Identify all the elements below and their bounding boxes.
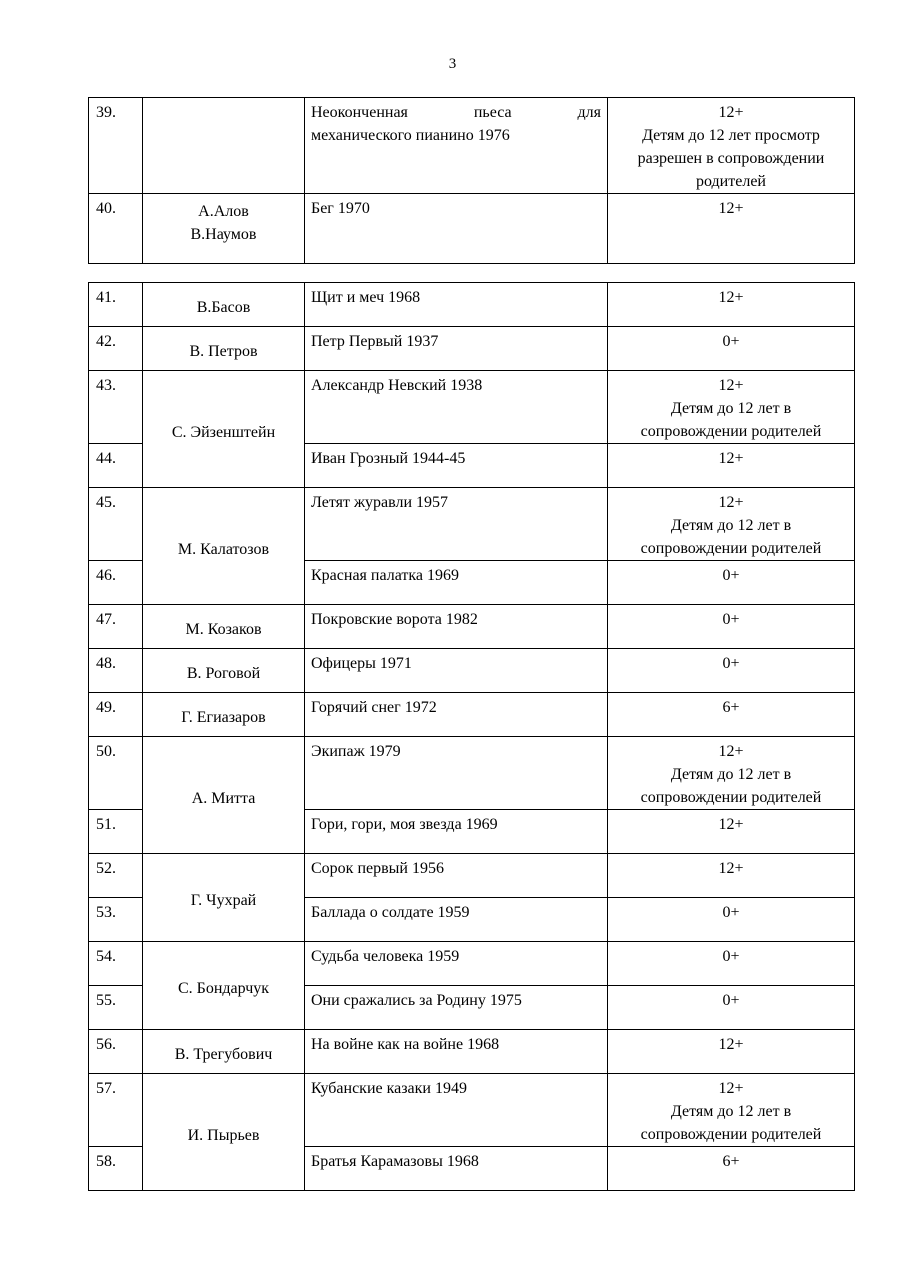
- films-table-continued: [88, 97, 855, 264]
- text-line: М. Калатозов: [177, 540, 270, 558]
- director-cell: [143, 98, 305, 194]
- director-cell: [143, 194, 305, 264]
- film-title: Щит и меч 1968: [305, 283, 608, 327]
- text-line: разрешен в сопровождении: [637, 150, 825, 167]
- director-cell: [143, 693, 305, 737]
- director-cell: [143, 488, 305, 605]
- text-line: Детям до 12 лет в: [670, 517, 792, 534]
- films-table: [88, 282, 855, 1191]
- film-title: [305, 98, 608, 194]
- row-number: 58.: [89, 1147, 143, 1191]
- film-title: Красная палатка 1969: [305, 561, 608, 605]
- text-line: механического пианино 1976: [311, 127, 510, 144]
- text-line: сопровождении родителей: [640, 1126, 822, 1143]
- age-rating: [608, 1074, 855, 1147]
- text-line: В. Петров: [189, 343, 258, 360]
- table-row: [89, 488, 855, 561]
- text-line: 12+: [718, 200, 744, 217]
- age-rating: [608, 810, 855, 854]
- text-line: В.Басов: [196, 299, 251, 316]
- film-title: Экипаж 1979: [305, 737, 608, 810]
- text-line: 12+: [718, 494, 744, 511]
- age-rating: [608, 942, 855, 986]
- table-row: [89, 1030, 855, 1074]
- text-line: Бег 1970: [311, 200, 370, 217]
- age-rating: [608, 1147, 855, 1191]
- row-number: 53.: [89, 898, 143, 942]
- text-line: Детям до 12 лет в: [670, 1103, 792, 1120]
- text-line: 0+: [722, 611, 740, 628]
- film-title: Кубанские казаки 1949: [305, 1074, 608, 1147]
- film-title: Покровские ворота 1982: [305, 605, 608, 649]
- age-rating: [608, 1030, 855, 1074]
- director-cell: [143, 1074, 305, 1191]
- page-number: 3: [448, 56, 457, 72]
- row-number: 50.: [89, 737, 143, 810]
- table-row: [89, 327, 855, 371]
- age-rating: [608, 327, 855, 371]
- film-title: Сорок первый 1956: [305, 854, 608, 898]
- age-rating: [608, 488, 855, 561]
- director-cell: [143, 327, 305, 371]
- table-row: [89, 737, 855, 810]
- text-line: 0+: [722, 904, 740, 921]
- table-row: [89, 942, 855, 986]
- text-line: В. Роговой: [186, 665, 261, 682]
- row-number: 48.: [89, 649, 143, 693]
- text-line: 12+: [718, 104, 744, 121]
- table-row: [89, 649, 855, 693]
- text-line: Г. Егиазаров: [181, 709, 266, 726]
- text-line: 0+: [722, 567, 740, 584]
- director-cell: [143, 854, 305, 942]
- age-rating: [608, 444, 855, 488]
- film-title: Александр Невский 1938: [305, 371, 608, 444]
- text-line: 12+: [718, 816, 744, 833]
- text-line: 12+: [718, 1036, 744, 1053]
- table-row: [89, 854, 855, 898]
- text-line: Детям до 12 лет просмотр: [642, 127, 820, 144]
- text-line: В.Наумов: [190, 226, 257, 243]
- text-line: 0+: [722, 992, 740, 1009]
- row-number: 40.: [89, 194, 143, 264]
- text-line: 6+: [722, 699, 740, 716]
- age-rating: [608, 605, 855, 649]
- age-rating: [608, 98, 855, 194]
- text-line: сопровождении родителей: [640, 540, 822, 557]
- row-number: 43.: [89, 371, 143, 444]
- age-rating: [608, 561, 855, 605]
- text-line: С. Бондарчук: [177, 980, 270, 997]
- director-cell: [143, 1030, 305, 1074]
- text-line: сопровождении родителей: [640, 423, 822, 440]
- row-number: 41.: [89, 283, 143, 327]
- table-row: [89, 605, 855, 649]
- film-title: Баллада о солдате 1959: [305, 898, 608, 942]
- table-row: [89, 283, 855, 327]
- text-line: родителей: [696, 173, 766, 190]
- text-line: 12+: [718, 743, 744, 760]
- age-rating: [608, 693, 855, 737]
- row-number: 51.: [89, 810, 143, 854]
- film-title: Они сражались за Родину 1975: [305, 986, 608, 1030]
- age-rating: [608, 371, 855, 444]
- text-line: Г. Чухрай: [190, 892, 257, 909]
- text-line: М. Козаков: [185, 621, 262, 638]
- row-number: 57.: [89, 1074, 143, 1147]
- text-line: А. Митта: [191, 789, 256, 807]
- text-line: 12+: [718, 860, 744, 877]
- director-cell: [143, 649, 305, 693]
- row-number: 45.: [89, 488, 143, 561]
- row-number: 56.: [89, 1030, 143, 1074]
- film-title: Братья Карамазовы 1968: [305, 1147, 608, 1191]
- film-title: Горячий снег 1972: [305, 693, 608, 737]
- age-rating: [608, 283, 855, 327]
- text-line: В. Трегубович: [174, 1046, 273, 1063]
- text-line: Неоконченная пьеса для: [311, 104, 601, 121]
- director-cell: [143, 371, 305, 488]
- film-title: Летят журавли 1957: [305, 488, 608, 561]
- text-line: А.Алов: [198, 203, 249, 220]
- film-title: Офицеры 1971: [305, 649, 608, 693]
- film-title: [305, 194, 608, 264]
- text-line: сопровождении родителей: [640, 789, 822, 806]
- table-row: [89, 693, 855, 737]
- director-cell: [143, 605, 305, 649]
- text-line: 12+: [718, 377, 744, 394]
- film-title: Петр Первый 1937: [305, 327, 608, 371]
- row-number: 49.: [89, 693, 143, 737]
- text-line: С. Эйзенштейн: [171, 423, 276, 441]
- age-rating: [608, 986, 855, 1030]
- age-rating: [608, 898, 855, 942]
- row-number: 54.: [89, 942, 143, 986]
- row-number: 55.: [89, 986, 143, 1030]
- age-rating: [608, 854, 855, 898]
- text-line: 12+: [718, 1080, 744, 1097]
- age-rating: [608, 194, 855, 264]
- row-number: 44.: [89, 444, 143, 488]
- table-row: [89, 371, 855, 444]
- text-line: 0+: [722, 655, 740, 672]
- film-title: Судьба человека 1959: [305, 942, 608, 986]
- text-line: 12+: [718, 450, 744, 467]
- age-rating: [608, 649, 855, 693]
- row-number: 46.: [89, 561, 143, 605]
- table-row: [89, 194, 855, 264]
- text-line: 6+: [722, 1153, 740, 1170]
- director-cell: [143, 942, 305, 1030]
- age-rating: [608, 737, 855, 810]
- table-row: [89, 1074, 855, 1147]
- row-number: 39.: [89, 98, 143, 194]
- film-title: Гори, гори, моя звезда 1969: [305, 810, 608, 854]
- row-number: 52.: [89, 854, 143, 898]
- film-title: Иван Грозный 1944-45: [305, 444, 608, 488]
- text-line: 0+: [722, 948, 740, 965]
- table-row: [89, 98, 855, 194]
- text-line: 0+: [722, 333, 740, 350]
- director-cell: [143, 737, 305, 854]
- film-title: На войне как на войне 1968: [305, 1030, 608, 1074]
- text-line: Детям до 12 лет в: [670, 400, 792, 417]
- row-number: 42.: [89, 327, 143, 371]
- text-line: И. Пырьев: [187, 1126, 260, 1144]
- row-number: 47.: [89, 605, 143, 649]
- text-line: Детям до 12 лет в: [670, 766, 792, 783]
- text-line: 12+: [718, 289, 744, 306]
- director-cell: [143, 283, 305, 327]
